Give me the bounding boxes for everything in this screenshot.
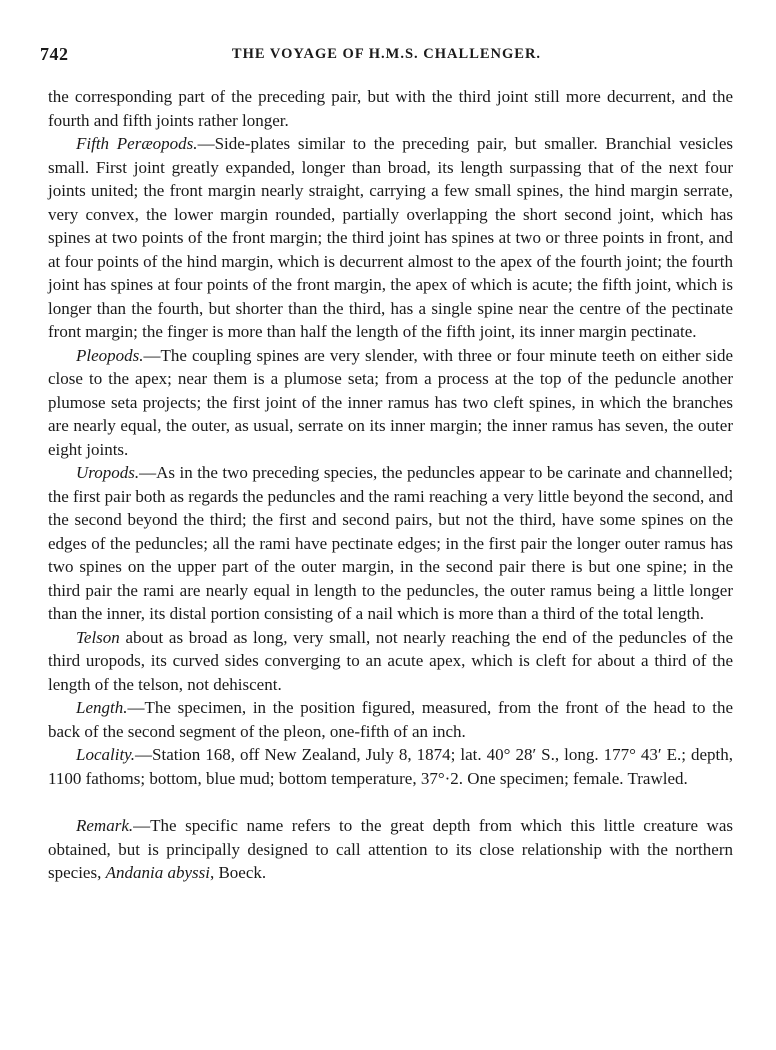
remark-heading: Remark. <box>76 816 134 835</box>
remark-paragraph <box>48 814 733 885</box>
remark-text-end: , Boeck. <box>209 863 267 882</box>
pleopods-text: —The coupling spines are very slender, with three or four minute teeth on either side close to the apex; near them is a plumose seta; from a process at the top of the peduncle another plumose seta projects; the first joint of the inner ramus has two cleft spines, in which the branches are nearly equal, the outer, as usual, serrate on its inner margin; the inner ramus has seven, the outer eight joints. <box>48 345 733 459</box>
fifth-pereopods-paragraph <box>48 132 733 344</box>
page-number: 742 <box>40 44 69 64</box>
pleopods-heading: Pleopods. <box>76 345 144 365</box>
uropods-paragraph <box>48 461 733 626</box>
length-paragraph <box>48 696 733 743</box>
length-text: —The specimen, in the position figured, measured, from the front of the head to the back of the second segment of the pleon, one-fifth of an inch. <box>48 698 733 741</box>
fifth-pereopods-heading: Fifth Peræopods. <box>76 134 198 153</box>
locality-heading: Locality. <box>76 745 136 764</box>
length-heading: Length. <box>76 698 128 717</box>
locality-text: —Station 168, off New Zealand, July 8, 1874; lat. 40° 28′ S., long. 177° 43′ E.; depth, 1100 fathoms; bottom, blue mud; bottom temperature, 37°·2. One specimen; female. Trawled. <box>48 745 733 788</box>
running-head: THE VOYAGE OF H.M.S. CHALLENGER. <box>231 46 542 62</box>
telson-heading: Telson <box>76 627 120 647</box>
remark-text: —The specific name refers to the great depth from which this little creature was obtained, but is principally designed to call attention to its close relationship with the northern species, <box>48 816 733 882</box>
remark-block <box>48 814 733 885</box>
telson-text: about as broad as long, very small, not nearly reaching the end of the peduncles of the third uropods, its curved sides converging to an acute apex, which is cleft for about a third of the length of the telson, not dehiscent. <box>48 627 733 694</box>
locality-paragraph <box>48 743 733 790</box>
body-text <box>48 85 733 885</box>
page-header <box>40 44 733 68</box>
pleopods-paragraph <box>48 344 733 462</box>
remark-species-name: Andania abyssi <box>105 863 210 882</box>
telson-paragraph <box>48 626 733 697</box>
fifth-pereopods-text: —Side-plates similar to the preceding pair, but smaller. Branchial vesicles small. First joint greatly expanded, longer than broad, its length surpassing that of the next four joints united; the front margin nearly straight, carrying a few small spines, the hind margin serrate, very convex, the lower margin rounded, partially overlapping the short second joint, which has spines at two points of the front margin; the third joint has spines at two or three points in front, and at four points of the hind margin, which is decurrent almost to the apex of the fourth joint; the fourth joint has spines at four points of the front margin, the apex of which is acute; the fifth joint, which is longer than the fourth, but shorter than the third, has a single spine near the centre of the pectinate front margin; the finger is more than half the length of the fifth joint, its inner margin pectinate. <box>48 134 734 341</box>
uropods-text: —As in the two preceding species, the peduncles appear to be carinate and channelled; the first pair both as regards the peduncles and the rami reaching a very little beyond the second, and the second beyond the third; the first and second pairs, but not the third, have some spines on the edges of the peduncles; all the rami have pectinate edges; in the first pair the longer outer ramus has two spines on the upper part of the outer margin, in the second pair there is but one spine; in the third pair the rami are nearly equal in length to the peduncles, the outer ramus being a little longer than the inner, its distal portion consisting of a nail which is more than a third of the total length. <box>48 463 733 623</box>
continuation-paragraph: the corresponding part of the preceding pair, but with the third joint still more decurrent, and the fourth and fifth joints rather longer. <box>48 87 733 130</box>
uropods-heading: Uropods. <box>76 463 140 482</box>
